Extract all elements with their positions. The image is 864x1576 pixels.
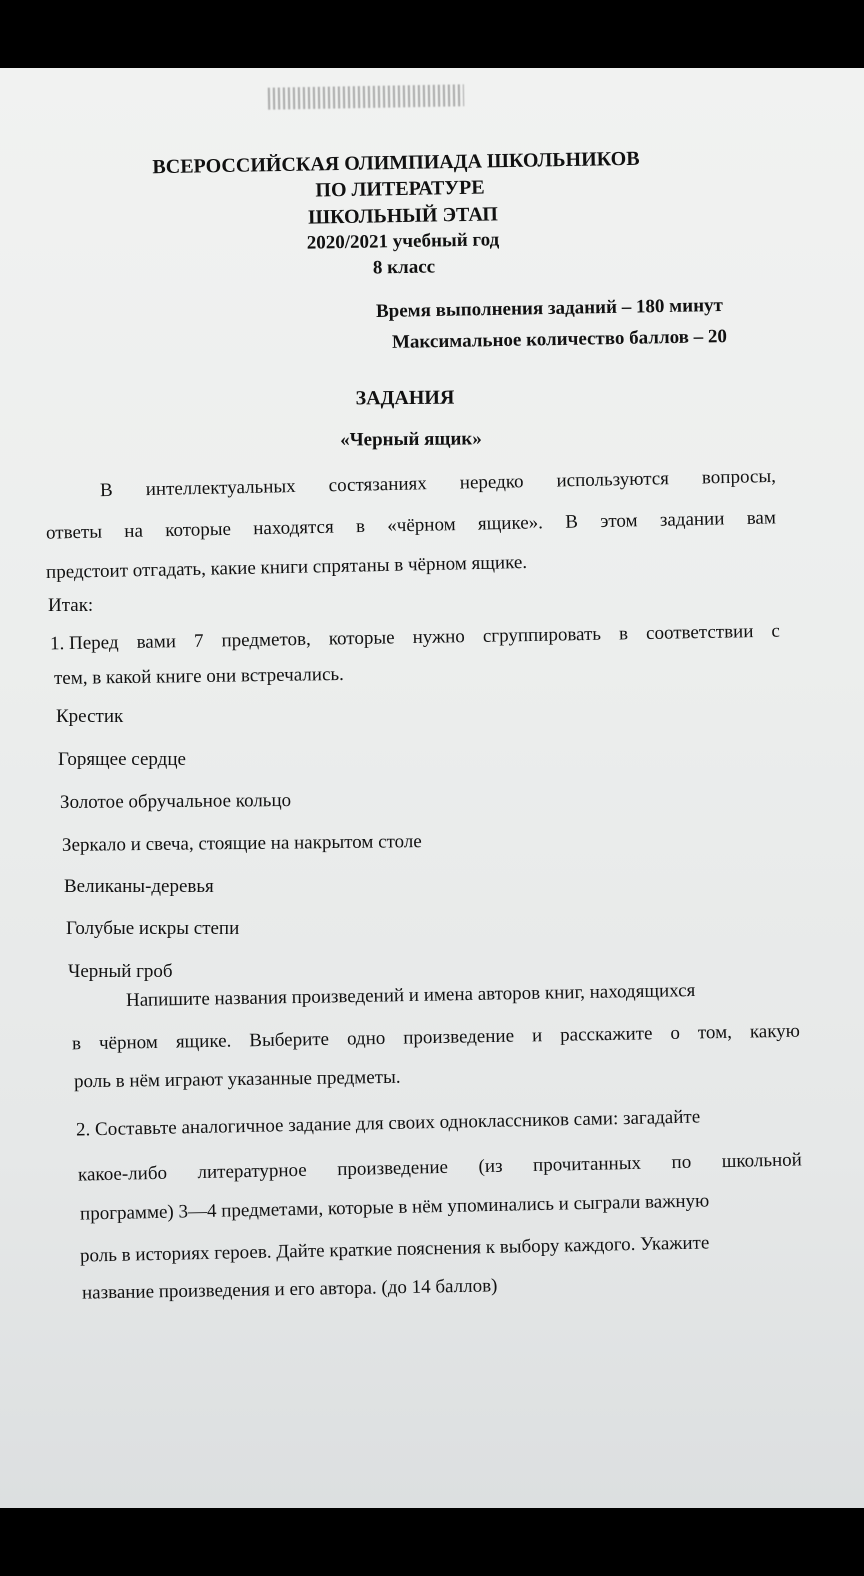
task2-word: прочитанных	[532, 1152, 642, 1177]
header-line-3: ШКОЛЬНЫЙ ЭТАП	[307, 203, 499, 229]
item-mirror-candle: Зеркало и свеча, стоящие на накрытом столе	[61, 831, 422, 856]
task1-word: в	[618, 623, 629, 645]
instructions-word: чёрном	[98, 1031, 159, 1054]
intro-word: ответы	[45, 521, 103, 544]
instructions-word: Выберите	[249, 1028, 330, 1052]
task1-word: нужно	[412, 626, 466, 649]
intro-word: вопросы,	[701, 465, 777, 489]
item-black-coffin: Черный гроб	[68, 961, 173, 982]
intro-line-1	[100, 465, 776, 503]
task2-word: по	[671, 1151, 692, 1174]
task2-line-1: 2. Составьте аналогичное задание для своих одноклассников сами: загадайте	[75, 1106, 701, 1141]
task1-word: соответствии	[645, 621, 754, 644]
task1-line-2: тем, в какой книге они встречались.	[53, 663, 345, 690]
instructions-line-1: Напишите названия произведений и имена авторов книг, находящихся	[125, 980, 696, 1011]
header-line-4: 2020/2021 учебный год	[306, 229, 500, 254]
document-body	[0, 68, 864, 1508]
task2-word: (из	[478, 1155, 503, 1178]
intro-word: на	[124, 520, 144, 543]
intro-word: вам	[746, 507, 777, 529]
header-line-1: ВСЕРОССИЙСКАЯ ОЛИМПИАДА ШКОЛЬНИКОВ	[152, 147, 640, 179]
max-score: Максимальное количество баллов – 20	[391, 326, 728, 353]
intro-word: состязаниях	[328, 473, 428, 497]
task2-line-4: роль в историях героев. Дайте краткие пояснения к выбору каждого. Укажите	[79, 1232, 710, 1267]
section-title: ЗАДАНИЯ	[355, 386, 455, 410]
instructions-word: расскажите	[560, 1023, 653, 1046]
instructions-word: о	[670, 1022, 681, 1044]
task1-word: предметов,	[221, 628, 311, 652]
intro-word: этом	[599, 510, 638, 533]
task2-word: литературное	[197, 1159, 307, 1184]
intro-line-2	[46, 506, 776, 545]
paper-sheet	[0, 68, 864, 1508]
task1-word: 1. Перед	[49, 632, 119, 655]
instructions-word: ящике.	[175, 1030, 232, 1053]
instructions-word: какую	[749, 1020, 801, 1043]
task1-word: 7	[193, 630, 204, 652]
intro-word: задании	[659, 508, 725, 531]
instructions-line-2	[72, 1020, 800, 1057]
intro-word: используются	[556, 468, 670, 492]
task1-word: с	[771, 620, 781, 642]
instructions-word: том,	[697, 1021, 733, 1044]
instructions-word: и	[531, 1025, 543, 1047]
task1-line-1	[50, 620, 780, 657]
task1-word: вами	[136, 631, 177, 653]
intro-word: находятся	[253, 516, 334, 540]
intro-word: в	[355, 515, 366, 538]
intro-line-3: предстоит отгадать, какие книги спрятаны в чёрном ящике.	[45, 551, 528, 584]
intro-word: нередко	[459, 471, 524, 494]
intro-word: которые	[164, 518, 232, 542]
task1-word: сгруппировать	[482, 623, 602, 647]
item-cross: Крестик	[56, 706, 124, 727]
intro-word: В	[99, 479, 113, 502]
instructions-line-3: роль в нём играют указанные предметы.	[73, 1066, 401, 1093]
instructions-word: одно	[346, 1027, 386, 1050]
task2-line-2	[78, 1148, 802, 1187]
time-limit: Время выполнения заданий – 180 минут	[375, 294, 724, 323]
intro-word: В	[564, 511, 579, 533]
intro-word: интеллектуальных	[145, 475, 296, 501]
task2-line-5: название произведения и его автора. (до 14 баллов)	[81, 1275, 498, 1304]
intro-word: «чёрном	[387, 514, 456, 537]
intro-word: ящике».	[477, 512, 544, 535]
instructions-word: произведение	[403, 1025, 515, 1049]
item-burning-heart: Горящее сердце	[58, 749, 186, 770]
task-title: «Черный ящик»	[340, 428, 482, 451]
header-line-2: ПО ЛИТЕРАТУРЕ	[315, 176, 485, 202]
task1-word: которые	[328, 627, 395, 650]
item-giant-trees: Великаны-деревья	[64, 876, 214, 897]
task2-word: произведение	[337, 1156, 449, 1181]
task2-word: какое-либо	[77, 1162, 168, 1186]
task2-line-3: программе) 3—4 предметами, которые в нём упоминались и сыграли важную	[79, 1190, 710, 1225]
header-line-5: 8 класс	[372, 256, 436, 279]
item-blue-sparks: Голубые искры степи	[66, 918, 240, 939]
intro-line-4: Итак:	[48, 595, 94, 616]
instructions-word: в	[71, 1033, 82, 1055]
task2-word: школьной	[721, 1149, 803, 1173]
item-wedding-ring: Золотое обручальное кольцо	[59, 789, 292, 814]
